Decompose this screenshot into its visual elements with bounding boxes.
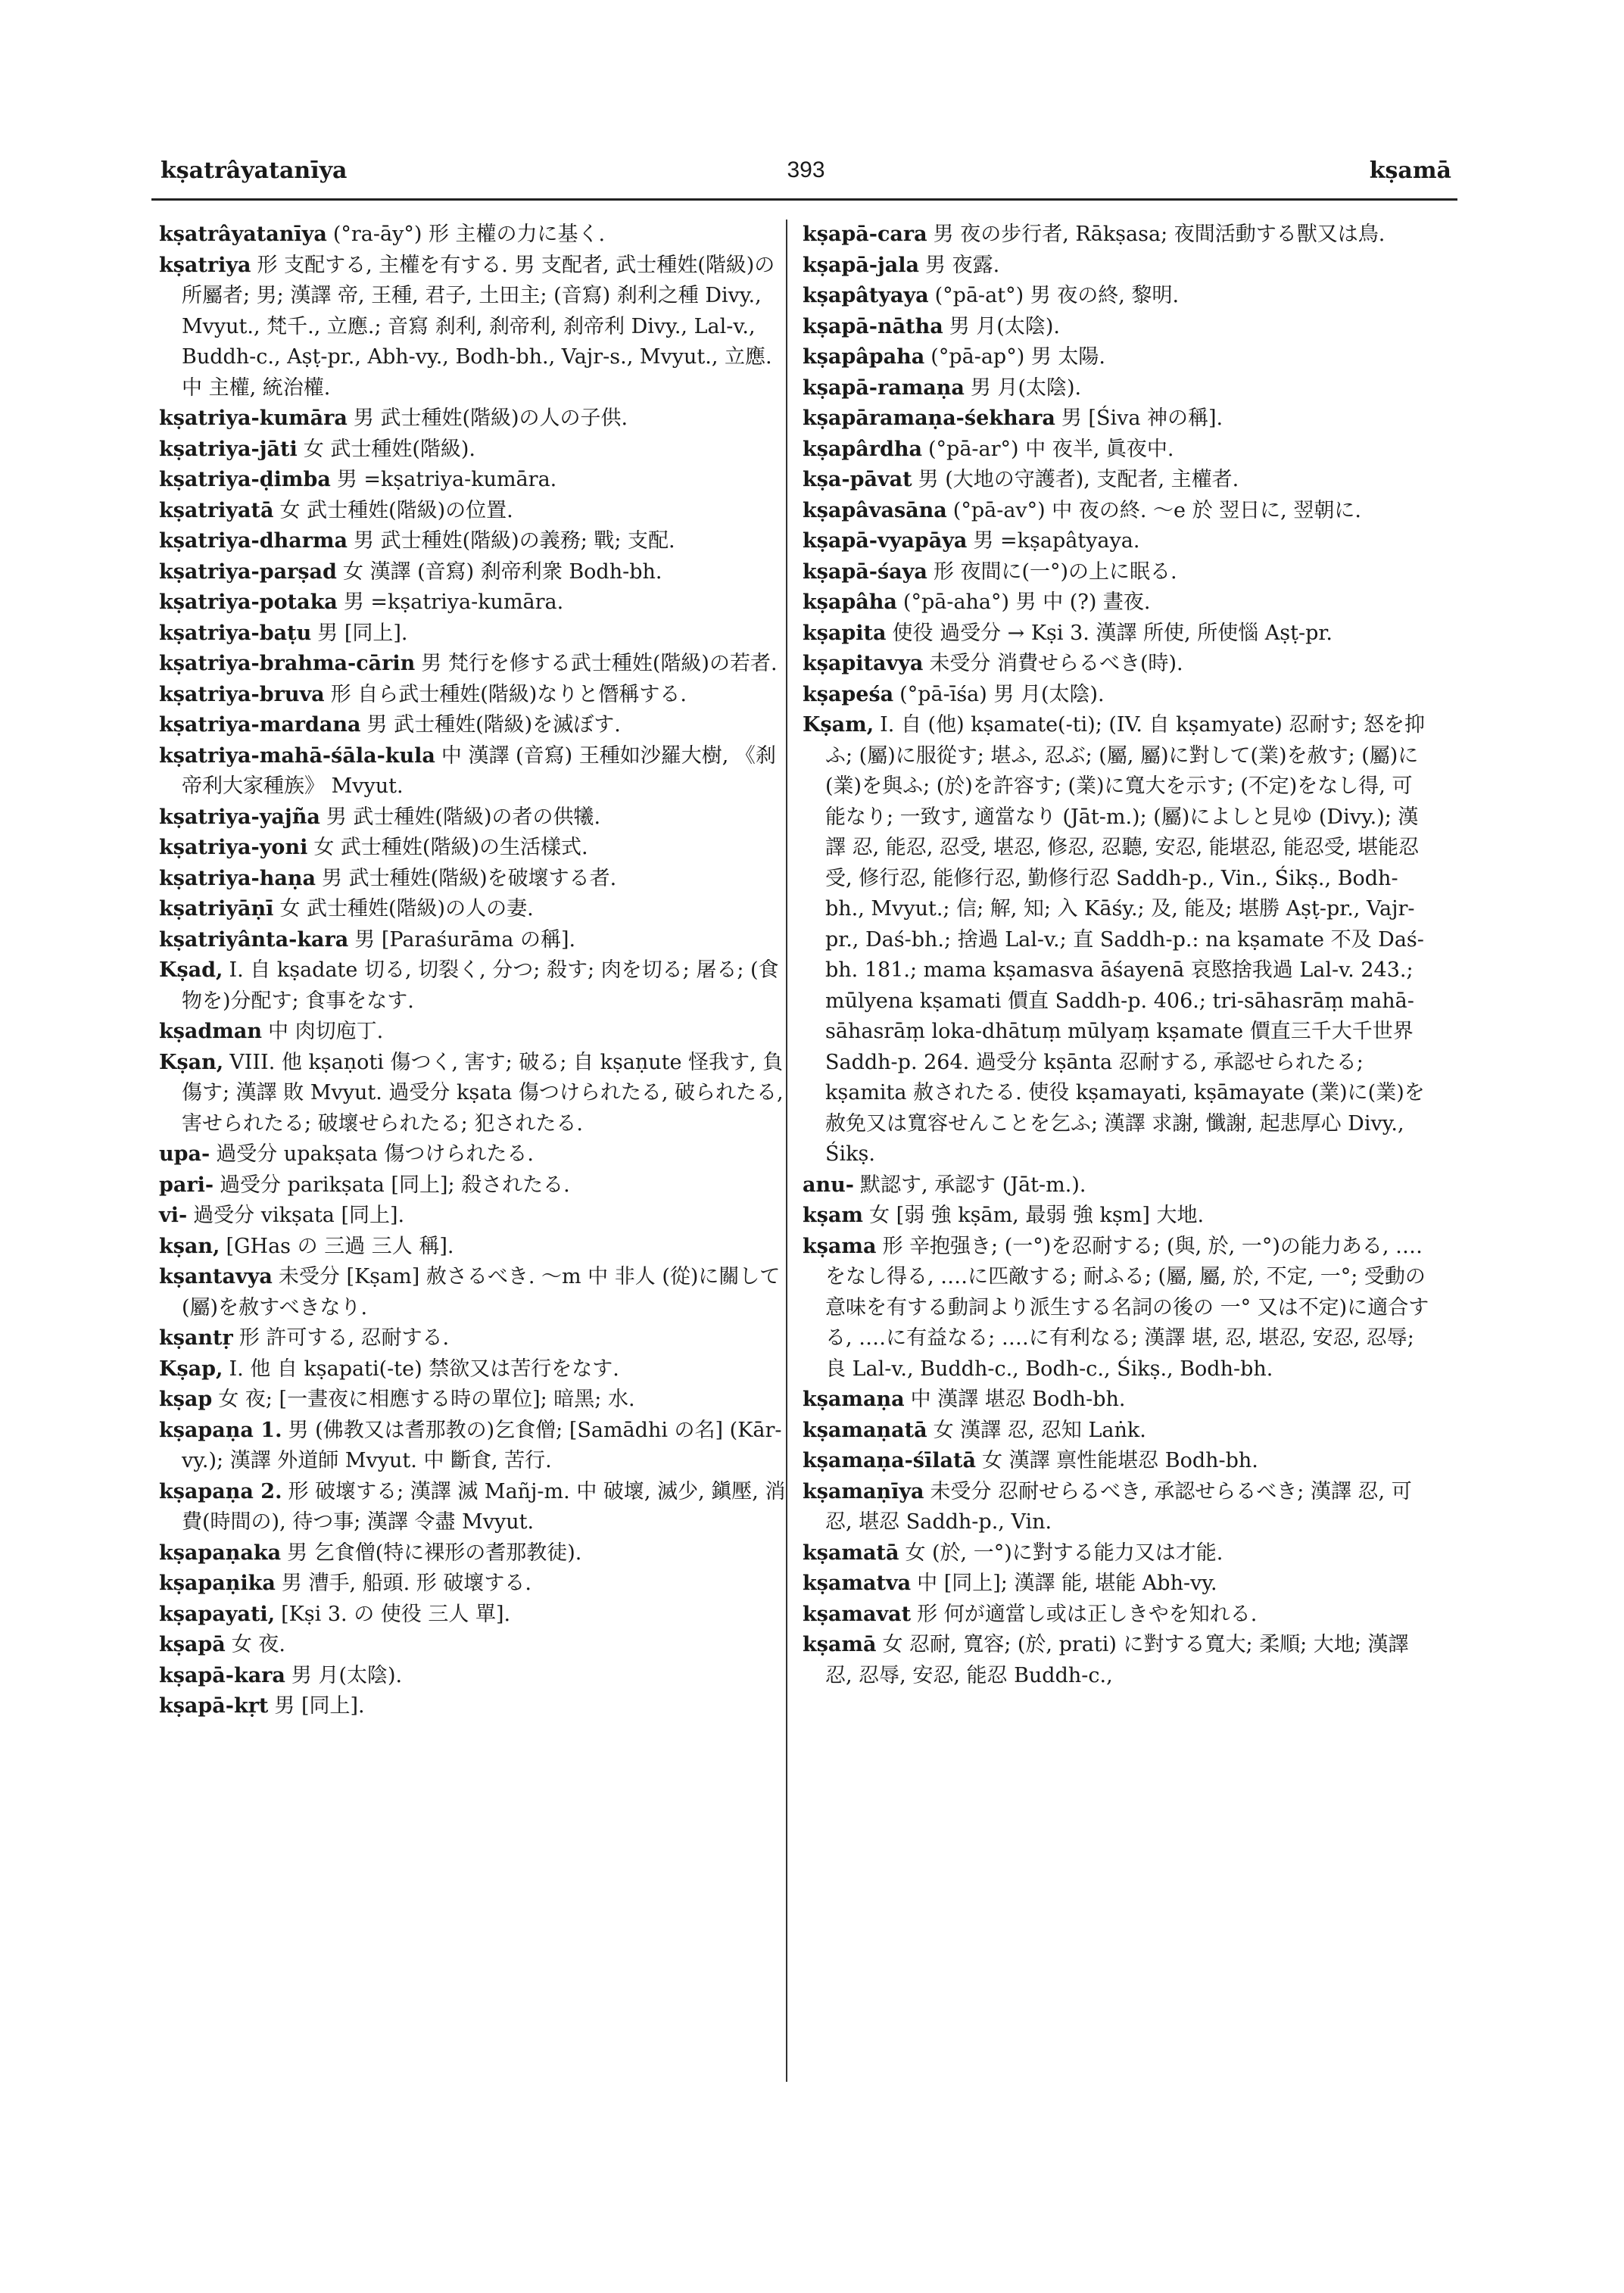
entry-definition: 男 [同上].	[317, 621, 408, 645]
header-right-guideword: kṣamā	[1369, 157, 1451, 184]
dictionary-entry	[159, 833, 787, 864]
dictionary-entry	[803, 435, 1431, 466]
entry-headword: kṣapā-kara	[159, 1663, 285, 1687]
entry-definition: 男 梵行を修する武士種姓(階級)の若者.	[421, 652, 778, 675]
entry-headword: kṣapā-nātha	[803, 314, 943, 338]
dictionary-entry	[803, 312, 1431, 343]
dictionary-entry	[803, 1630, 1431, 1691]
entry-definition: 男 [Paraśurāma の稱].	[354, 927, 576, 952]
entry-definition: 女 忍耐, 寬容; (於, prati) に對する寬大; 柔順; 大地; 漢譯 忍, 忍辱, 安忍, 能忍 Buddh-c.,	[825, 1633, 1409, 1687]
entry-headword: kṣantavya	[159, 1265, 273, 1288]
entry-headword: kṣamaṇatā	[803, 1418, 927, 1442]
entry-headword: kṣap	[159, 1388, 213, 1411]
dictionary-entry	[159, 1569, 787, 1600]
entry-definition: (°pā-ar°) 中 夜半, 眞夜中.	[928, 437, 1174, 461]
entry-headword: kṣatrâyatanīya	[159, 223, 327, 246]
dictionary-entry	[803, 710, 1431, 1170]
entry-definition: 默認す, 承認す (Jāt-m.).	[859, 1173, 1086, 1197]
entry-headword: kṣatriya-mahā-śāla-kula	[159, 743, 435, 768]
entry-definition: 女 漢譯 禀性能堪忍 Bodh-bh.	[981, 1449, 1258, 1472]
entry-definition: I. 自 kṣadate 切る, 切裂く, 分つ; 殺す; 肉を切る; 屠る; (食物を)分配す; 食事をなす.	[182, 958, 779, 1013]
entry-definition: (°pā-aha°) 男 中 (?) 晝夜.	[902, 590, 1151, 614]
entry-headword: kṣapā-ramaṇa	[803, 375, 965, 400]
entry-headword: kṣan,	[159, 1234, 220, 1258]
dictionary-entry	[803, 618, 1431, 650]
entry-headword: kṣatriya	[159, 253, 251, 277]
dictionary-entry	[159, 802, 787, 833]
dictionary-entry	[159, 1691, 787, 1722]
dictionary-entry	[159, 1385, 787, 1416]
entry-headword: kṣatriya-mardana	[159, 713, 361, 737]
entry-definition: (°pā-ap°) 男 太陽.	[930, 345, 1105, 369]
dictionary-entry	[803, 649, 1431, 680]
dictionary-entry	[159, 618, 787, 650]
entry-headword: kṣatriya-potaka	[159, 590, 338, 614]
entry-headword: kṣadman	[159, 1020, 262, 1043]
entry-headword: kṣamā	[803, 1633, 877, 1656]
entry-headword: kṣapayati,	[159, 1602, 276, 1626]
entry-definition: I. 他 自 kṣapati(-te) 禁欲又は苦行をなす.	[229, 1357, 619, 1381]
dictionary-entry	[803, 220, 1431, 251]
dictionary-entry	[159, 894, 787, 925]
entry-definition: 女 漢譯 (音寫) 刹帝利衆 Bodh-bh.	[342, 559, 662, 584]
entry-headword: kṣapā-cara	[803, 223, 927, 246]
entry-definition: 男 =kṣatriya-kumāra.	[343, 590, 564, 614]
entry-definition: 未受分 消費せらるべき(時).	[929, 652, 1183, 675]
dictionary-entry	[803, 251, 1431, 282]
dictionary-entry	[159, 649, 787, 680]
entry-headword: kṣapaṇika	[159, 1572, 276, 1595]
entry-definition: 中 漢譯 堪忍 Bodh-bh.	[910, 1388, 1126, 1411]
column-divider	[786, 220, 787, 2082]
entry-definition: 男 月(太陰).	[291, 1663, 403, 1687]
entry-definition: 男 夜の步行者, Rākṣasa; 夜間活動する獸又は鳥.	[933, 223, 1386, 246]
dictionary-entry	[159, 925, 787, 956]
entry-headword: kṣapā-śaya	[803, 559, 927, 584]
entry-definition: 女 夜; [一晝夜に相應する時の單位]; 暗黑; 水.	[218, 1388, 635, 1411]
entry-definition: 形 自ら武士種姓(階級)なりと僭稱する.	[330, 682, 687, 706]
entry-definition: 男 [同上].	[274, 1694, 365, 1718]
header-rule	[151, 198, 1457, 201]
entry-headword: pari-	[159, 1173, 214, 1197]
entry-definition: 女 武士種姓(階級)の人の妻.	[279, 897, 534, 921]
entry-definition: 形 許可する, 忍耐する.	[238, 1326, 450, 1350]
dictionary-entry	[803, 526, 1431, 557]
entry-definition: I. 自 (他) kṣamate(-ti); (IV. 自 kṣamyate) 忍耐す; 怒を抑ふ; (屬)に服從す; 堪ふ, 忍ぶ; (屬, 屬)に對して(業)を赦す; (屬)に(業)を與ふ; (於)を許容す; (業)に寬大を示す; (不定)をなし得, 可能なり; 一致す, 適當なり (Jāt-m.); (屬)によしと見ゆ (Divy.); 漢譯 忍, 能忍, 忍受, 堪忍, 修忍, 忍聽, 安忍, 能堪忍, 能忍受, 堪能忍受, 修行忍, 能修行忍, 勤修行忍 Saddh-p., Vin., Śikṣ., Bodh-bh., Mvyut.; 信; 解, 知; 入 Kāśy.; 及, 能及; 堪勝 Aṣṭ-pr., Vajr-pr., Daś-bh.; 捨過 Lal-v.; 直 Saddh-p.: na kṣamate 不及 Daś-bh. 181.; mama kṣamasva āśayenā 哀愍捨我過 Lal-v. 243.; mūlyena kṣamati 價直 Saddh-p. 406.; tri-sāhasrāṃ mahā-sāhasrāṃ loka-dhātuṃ mūlyaṃ kṣamate 價直三千大千世界 Saddh-p. 264. 過受分 kṣānta 忍耐する, 承認せられたる; kṣamita 赦されたる. 使役 kṣamayati, kṣāmayate (業)に(業)を赦免又は寬容せんことを乞ふ; 漢譯 求謝, 懺謝, 起悲厚心 Divy., Śikṣ.	[825, 713, 1426, 1166]
entry-definition: 形 辛抱强き; (一°)を忍耐する; (與, 於, 一°)の能力ある, ‥‥をなし得る, ‥‥に匹敵する; 耐ふる; (屬, 屬, 於, 不定, 一°; 受動の意味を有する動詞より派生する名詞の後の 一° 又は不定)に適合する, ‥‥に有益なる; ‥‥に有利なる; 漢譯 堪, 忍, 堪忍, 安忍, 忍辱; 良 Lal-v., Buddh-c., Bodh-c., Śikṣ., Bodh-bh.	[825, 1234, 1429, 1381]
dictionary-entry	[803, 403, 1431, 435]
entry-headword: Kṣam,	[803, 713, 874, 737]
entry-definition: 女 武士種姓(階級)の生活樣式.	[313, 836, 588, 859]
dictionary-entry	[803, 587, 1431, 618]
entry-headword: vi-	[159, 1204, 188, 1227]
dictionary-entry	[159, 1201, 787, 1232]
entry-definition: 中 肉切庖丁.	[267, 1020, 384, 1043]
entry-headword: kṣapaṇa 1.	[159, 1418, 282, 1442]
entry-definition: 女 夜.	[231, 1633, 285, 1656]
dictionary-entry	[803, 557, 1431, 588]
entry-headword: kṣamatva	[803, 1572, 912, 1595]
dictionary-entry	[159, 496, 787, 527]
entry-headword: kṣapeśa	[803, 682, 894, 706]
dictionary-entry	[803, 342, 1431, 373]
entry-headword: anu-	[803, 1173, 854, 1197]
entry-headword: Kṣan,	[159, 1050, 224, 1074]
entry-definition: 男 乞食僧(特に裸形の耆那教徒).	[287, 1541, 582, 1565]
dictionary-entry	[803, 496, 1431, 527]
running-header	[161, 157, 1451, 188]
dictionary-entry	[159, 403, 787, 435]
dictionary-entry	[159, 526, 787, 557]
dictionary-entry	[803, 1416, 1431, 1447]
entry-definition: 男 漕手, 船頭. 形 破壞する.	[281, 1572, 531, 1595]
entry-definition: 男 月(太陰).	[970, 375, 1082, 400]
dictionary-entry	[159, 1139, 787, 1170]
entry-headword: Kṣap,	[159, 1357, 223, 1381]
dictionary-entry	[159, 1323, 787, 1354]
entry-headword: kṣatriyatā	[159, 498, 274, 522]
entry-definition: 未受分 [Kṣam] 赦さるべき. 〜m 中 非人 (從)に關して(屬)を赦すべきなり.	[182, 1265, 781, 1319]
dictionary-entry	[159, 1630, 787, 1661]
entry-headword: kṣamavat	[803, 1602, 912, 1626]
entry-definition: 男 武士種姓(階級)の人の子供.	[353, 407, 628, 430]
entry-definition: 過受分 vikṣata [同上].	[193, 1204, 405, 1227]
entry-definition: 男 月(太陰).	[949, 314, 1060, 338]
entry-definition: 男 武士種姓(階級)の義務; 戰; 支配.	[354, 529, 675, 553]
entry-headword: kṣatriya-bruva	[159, 682, 325, 706]
entry-definition: [GHas の 三過 三人 稱].	[226, 1234, 454, 1258]
entry-definition: 男 [Śiva 神の稱].	[1061, 407, 1223, 430]
left-column	[159, 220, 787, 1722]
entry-headword: kṣapita	[803, 621, 887, 645]
page-number: 393	[787, 157, 825, 182]
dictionary-entry	[803, 1538, 1431, 1569]
entry-definition: 未受分 忍耐せらるべき, 承認せらるべき; 漢譯 忍, 可忍, 堪忍 Saddh-p., Vin.	[825, 1479, 1412, 1534]
entry-definition: (°pā-at°) 男 夜の終, 黎明.	[934, 284, 1180, 307]
entry-definition: 使役 過受分 → Kṣi 3. 漢譯 所使, 所使惱 Aṣṭ-pr.	[892, 621, 1333, 645]
header-left-guideword: kṣatrâyatanīya	[161, 157, 348, 184]
dictionary-entry	[803, 1385, 1431, 1416]
entry-definition: 中 漢譯 (音寫) 王種如沙羅大樹, 《刹帝利大家種族》 Mvyut.	[182, 743, 776, 798]
dictionary-entry	[803, 1446, 1431, 1477]
entry-headword: kṣapāramaṇa-śekhara	[803, 407, 1055, 430]
entry-headword: kṣatriya-kumāra	[159, 407, 348, 430]
entry-definition: 形 夜間に(一°)の上に眠る.	[933, 559, 1177, 584]
entry-definition: 男 武士種姓(階級)を滅ぼす.	[366, 713, 621, 737]
dictionary-entry	[159, 220, 787, 251]
entry-headword: kṣatriya-dharma	[159, 529, 348, 553]
entry-headword: kṣam	[803, 1204, 863, 1227]
entry-headword: kṣapârdha	[803, 437, 923, 461]
dictionary-entry	[159, 557, 787, 588]
entry-definition: 過受分 parikṣata [同上]; 殺されたる.	[220, 1173, 570, 1197]
entry-headword: kṣatriya-parṣad	[159, 559, 337, 584]
dictionary-entry	[159, 1416, 787, 1477]
dictionary-entry	[159, 1017, 787, 1048]
entry-definition: 形 何が適當し或は正しきやを知れる.	[917, 1602, 1258, 1626]
entry-definition: 中 [同上]; 漢譯 能, 堪能 Abh-vy.	[917, 1572, 1217, 1595]
entry-headword: kṣantṛ	[159, 1326, 233, 1350]
dictionary-entry	[803, 1569, 1431, 1600]
dictionary-entry	[803, 1170, 1431, 1201]
entry-definition: (°pā-av°) 中 夜の終. 〜e 於 翌日に, 翌朝に.	[952, 498, 1361, 522]
entry-definition: VIII. 他 kṣaṇoti 傷つく, 害す; 破る; 自 kṣaṇute 怪我す, 負傷す; 漢譯 敗 Mvyut. 過受分 kṣata 傷つけられたる, 破られたる, 害せられたる; 破壞せられたる; 犯されたる.	[182, 1050, 784, 1136]
entry-headword: kṣamaṇīya	[803, 1479, 924, 1503]
dictionary-entry	[159, 955, 787, 1017]
dictionary-entry	[159, 1262, 787, 1323]
entry-headword: kṣapitavya	[803, 652, 924, 675]
dictionary-entry	[159, 435, 787, 466]
entry-definition: 男 (佛教又は耆那教の)乞食僧; [Samādhi の名] (Kār-vy.); 漢譯 外道師 Mvyut. 中 斷食, 苦行.	[182, 1418, 782, 1472]
dictionary-entry	[803, 1232, 1431, 1385]
entry-headword: kṣatriya-haṇa	[159, 866, 316, 890]
entry-headword: kṣa-pāvat	[803, 468, 912, 491]
right-column	[803, 220, 1431, 1691]
dictionary-entry	[159, 587, 787, 618]
entry-definition: (°ra-āy°) 形 主權の力に基く.	[332, 223, 606, 246]
entry-definition: 男 夜露.	[925, 253, 1000, 277]
entry-headword: kṣapâha	[803, 590, 897, 614]
entry-headword: kṣatriya-jāti	[159, 437, 298, 461]
dictionary-entry	[159, 1600, 787, 1631]
entry-definition: 男 武士種姓(階級)を破壞する者.	[322, 866, 617, 890]
entry-headword: kṣapaṇaka	[159, 1541, 282, 1565]
dictionary-entry	[803, 281, 1431, 312]
entry-definition: 男 =kṣatriya-kumāra.	[336, 468, 557, 491]
dictionary-entry	[159, 864, 787, 895]
entry-headword: kṣapā-kṛt	[159, 1694, 269, 1718]
entry-definition: 女 武士種姓(階級).	[303, 437, 475, 461]
dictionary-entry	[159, 1232, 787, 1263]
entry-headword: upa-	[159, 1142, 210, 1166]
dictionary-entry	[159, 680, 787, 711]
entry-definition: 過受分 upakṣata 傷つけられたる.	[216, 1142, 534, 1166]
entry-headword: kṣatriya-yajña	[159, 805, 320, 829]
dictionary-entry	[159, 251, 787, 404]
entry-headword: kṣatriya-baṭu	[159, 621, 312, 645]
entry-headword: kṣatriya-yoni	[159, 836, 308, 859]
entry-headword: kṣatriya-ḍimba	[159, 468, 331, 491]
entry-headword: kṣatriyânta-kara	[159, 927, 349, 952]
entry-headword: kṣapâtyaya	[803, 284, 929, 307]
dictionary-entry	[159, 710, 787, 741]
dictionary-entry	[159, 1170, 787, 1201]
dictionary-entry	[159, 1354, 787, 1385]
entry-definition: 男 =kṣapâtyaya.	[973, 529, 1140, 553]
entry-headword: kṣapâvasāna	[803, 498, 947, 522]
entry-definition: 男 武士種姓(階級)の者の供犧.	[326, 805, 601, 829]
entry-definition: 形 破壞する; 漢譯 滅 Mañj-m. 中 破壞, 滅少, 鎭壓, 消費(時間の), 待つ事; 漢譯 令盡 Mvyut.	[182, 1479, 786, 1534]
entry-definition: 形 支配する, 主權を有する. 男 支配者, 武士種姓(階級)の所屬者; 男; 漢譯 帝, 王種, 君子, 土田主; (音寫) 刹利之種 Divy., Mvyut., 梵千., 立應.; 音寫 刹利, 刹帝利, 刹帝利 Divy., Lal-v., Buddh-c., Aṣṭ-pr., Abh-vy., Bodh-bh., Vajr-s., Mvyut., 立應. 中 主權, 統治權.	[182, 253, 775, 400]
entry-headword: kṣama	[803, 1234, 877, 1258]
entry-headword: kṣamatā	[803, 1541, 899, 1565]
entry-definition: (°pā-īśa) 男 月(太陰).	[899, 682, 1105, 706]
entry-headword: kṣatriya-brahma-cārin	[159, 652, 416, 675]
dictionary-entry	[159, 1477, 787, 1538]
dictionary-entry	[803, 1201, 1431, 1232]
entry-definition: 女 (於, 一°)に對する能力又は才能.	[905, 1541, 1223, 1565]
dictionary-entry	[159, 465, 787, 496]
dictionary-entry	[803, 373, 1431, 404]
dictionary-entry	[803, 465, 1431, 496]
dictionary-entry	[803, 680, 1431, 711]
entry-definition: 女 武士種姓(階級)の位置.	[279, 498, 513, 522]
entry-headword: kṣapā-vyapāya	[803, 529, 968, 553]
entry-headword: Kṣad,	[159, 958, 223, 982]
dictionary-entry	[159, 741, 787, 802]
entry-headword: kṣamaṇa	[803, 1388, 905, 1411]
entry-definition: 男 (大地の守護者), 支配者, 主權者.	[918, 468, 1239, 491]
entry-headword: kṣamaṇa-śīlatā	[803, 1449, 976, 1472]
entry-headword: kṣapâpaha	[803, 345, 925, 369]
entry-definition: 女 [弱 強 kṣām, 最弱 強 kṣm] 大地.	[868, 1204, 1205, 1227]
entry-definition: [Kṣi 3. の 使役 三人 單].	[281, 1602, 511, 1626]
dictionary-entry	[159, 1538, 787, 1569]
entry-headword: kṣatriyāṇī	[159, 897, 274, 921]
dictionary-entry	[803, 1477, 1431, 1538]
dictionary-entry	[159, 1048, 787, 1140]
entry-headword: kṣapā-jala	[803, 253, 919, 277]
entry-headword: kṣapaṇa 2.	[159, 1479, 282, 1503]
entry-definition: 女 漢譯 忍, 忍知 Laṅk.	[933, 1418, 1146, 1442]
dictionary-entry	[159, 1661, 787, 1692]
dictionary-entry	[803, 1600, 1431, 1631]
entry-headword: kṣapā	[159, 1633, 226, 1656]
